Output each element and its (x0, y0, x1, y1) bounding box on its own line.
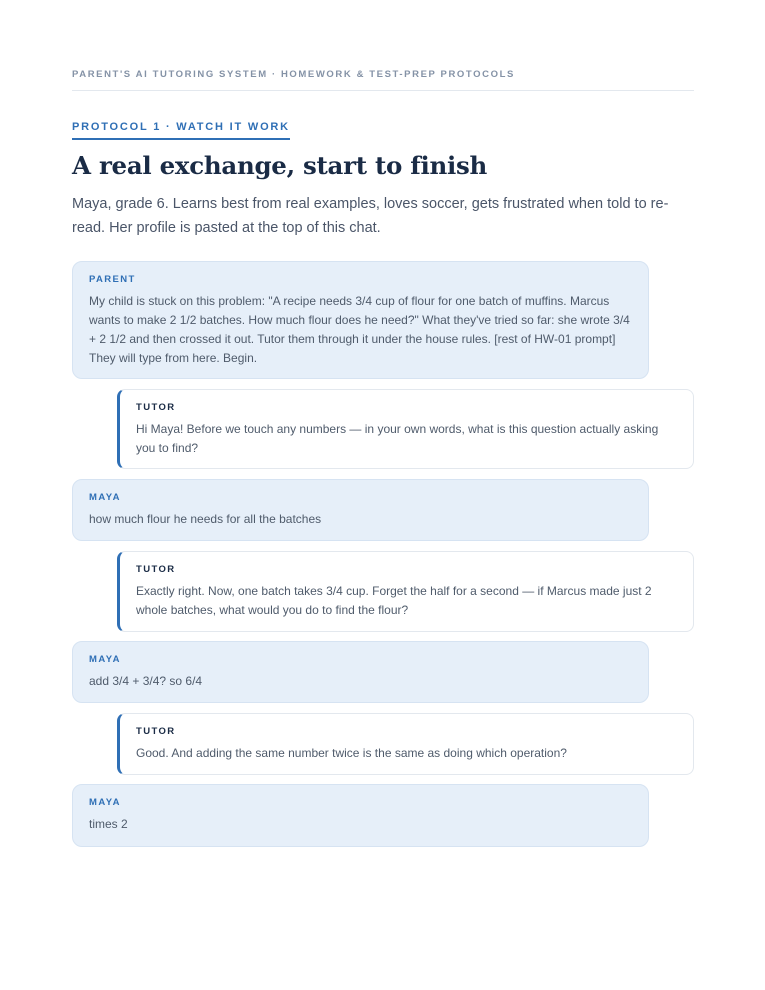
speaker-label: TUTOR (136, 726, 176, 737)
speaker-label: MAYA (89, 492, 121, 503)
tutor-message (117, 551, 694, 632)
speaker-label: TUTOR (136, 402, 176, 413)
speaker-label: MAYA (89, 654, 121, 665)
page-title: A real exchange, start to finish (72, 151, 488, 180)
intro-paragraph: Maya, grade 6. Learns best from real examples, loves soccer, gets frustrated when told to re-read. Her profile is pasted at the top of this chat. (72, 196, 669, 236)
speaker-label: MAYA (89, 797, 121, 808)
student-message (72, 641, 649, 703)
student-message (72, 784, 649, 847)
message-text: My child is stuck on this problem: "A recipe needs 3/4 cup of flour for one batch of muffins. Marcus wants to make 2 1/2 batches. How much flour does he need?" What they've tried so far: she wrote 3/4 + 2 1/2 and then crossed it out. Tutor them through it under the house rules. [rest of HW-01 prompt] They will type from here. Begin. (89, 294, 630, 365)
protocol-eyebrow: PROTOCOL 1 · WATCH IT WORK (72, 121, 290, 140)
message-text: how much flour he needs for all the batches (89, 512, 322, 526)
message-text: Exactly right. Now, one batch takes 3/4 cup. Forget the half for a second — if Marcus made just 2 whole batches, what would you do to find the flour? (136, 584, 652, 617)
running-header: PARENT'S AI TUTORING SYSTEM · HOMEWORK & TEST-PREP PROTOCOLS (72, 69, 515, 80)
message-text: Hi Maya! Before we touch any numbers — in your own words, what is this question actually asking you to find? (136, 422, 659, 455)
speaker-label: PARENT (89, 274, 136, 285)
speaker-label: TUTOR (136, 564, 176, 575)
student-message (72, 479, 649, 541)
message-text: times 2 (89, 817, 128, 831)
message-text: add 3/4 + 3/4? so 6/4 (89, 674, 203, 688)
tutor-message (117, 713, 694, 775)
message-text: Good. And adding the same number twice is the same as doing which operation? (136, 746, 567, 760)
header-divider (72, 90, 694, 91)
parent-message (72, 261, 649, 379)
tutor-message (117, 389, 694, 469)
